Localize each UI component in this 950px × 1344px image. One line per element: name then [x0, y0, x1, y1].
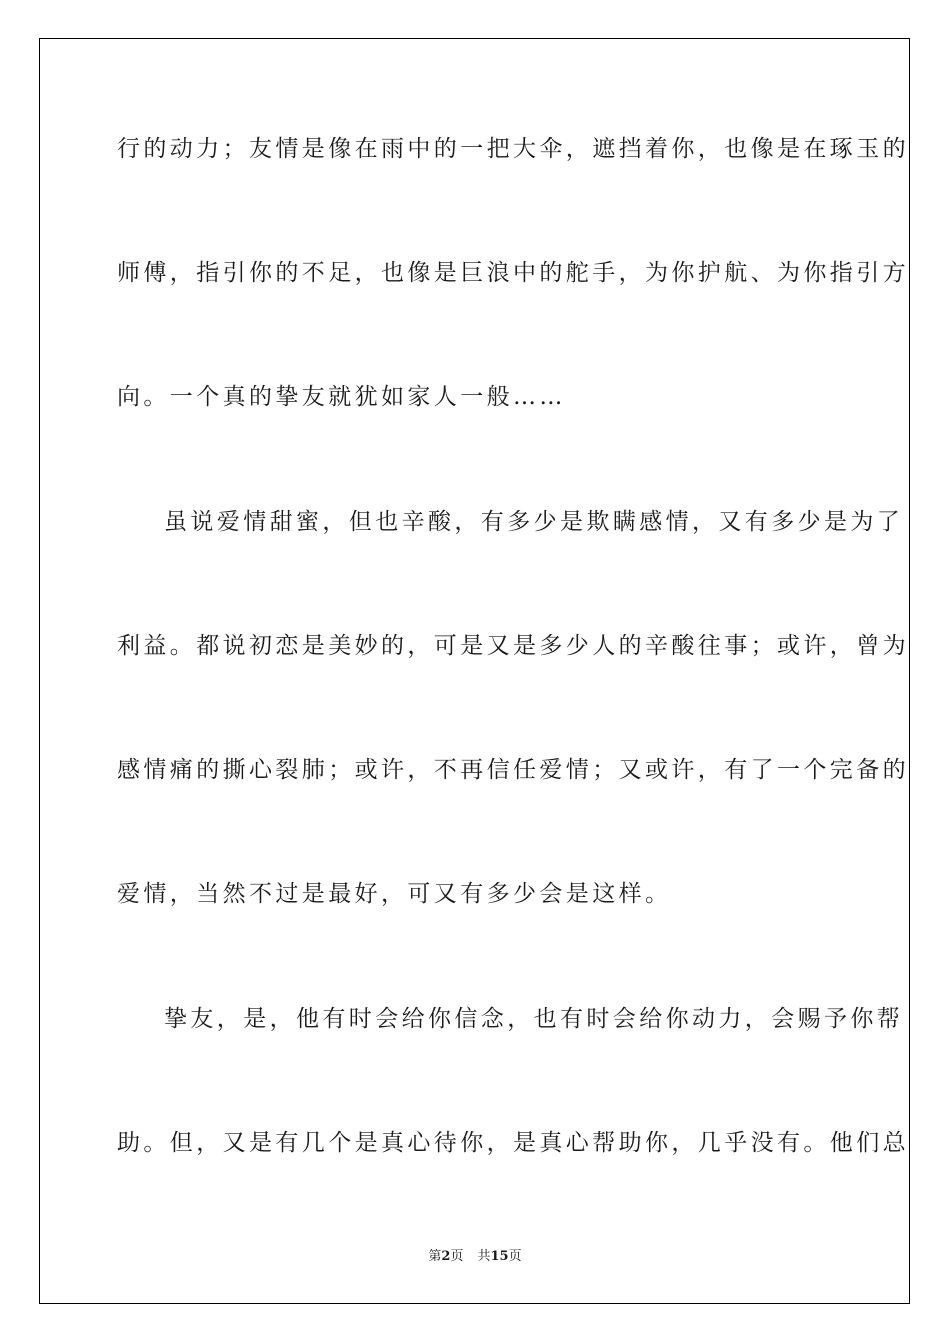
total-suffix: 页 — [508, 1249, 522, 1264]
page-suffix: 页 — [450, 1249, 464, 1264]
page-footer — [0, 1249, 950, 1265]
text-line-4: 虽说爱情甜蜜，但也辛酸，有多少是欺瞒感情，又有多少是为了 — [164, 509, 904, 535]
text-line-2: 师傅，指引你的不足，也像是巨浪中的舵手，为你护航、为你指引方 — [117, 260, 909, 286]
text-line-6: 感情痛的撕心裂肺；或许，不再信任爱情；又或许，有了一个完备的 — [117, 757, 909, 783]
page-prefix: 第 — [428, 1249, 442, 1264]
page-number: 2 — [441, 1249, 451, 1264]
text-line-1: 行的动力；友情是像在雨中的一把大伞，遮挡着你，也像是在琢玉的 — [117, 136, 909, 162]
total-pages: 15 — [490, 1249, 509, 1264]
text-line-5: 利益。都说初恋是美妙的，可是又是多少人的辛酸往事；或许，曾为 — [117, 633, 909, 659]
page-border — [39, 38, 910, 1304]
text-line-9: 助。但，又是有几个是真心待你，是真心帮助你，几乎没有。他们总 — [117, 1130, 909, 1156]
text-line-7: 爱情，当然不过是最好，可又有多少会是这样。 — [117, 881, 672, 907]
text-line-3: 向。一个真的挚友就犹如家人一般…… — [117, 384, 566, 410]
total-prefix: 共 — [477, 1249, 491, 1264]
text-line-8: 挚友，是，他有时会给你信念，也有时会给你动力，会赐予你帮 — [164, 1006, 904, 1032]
